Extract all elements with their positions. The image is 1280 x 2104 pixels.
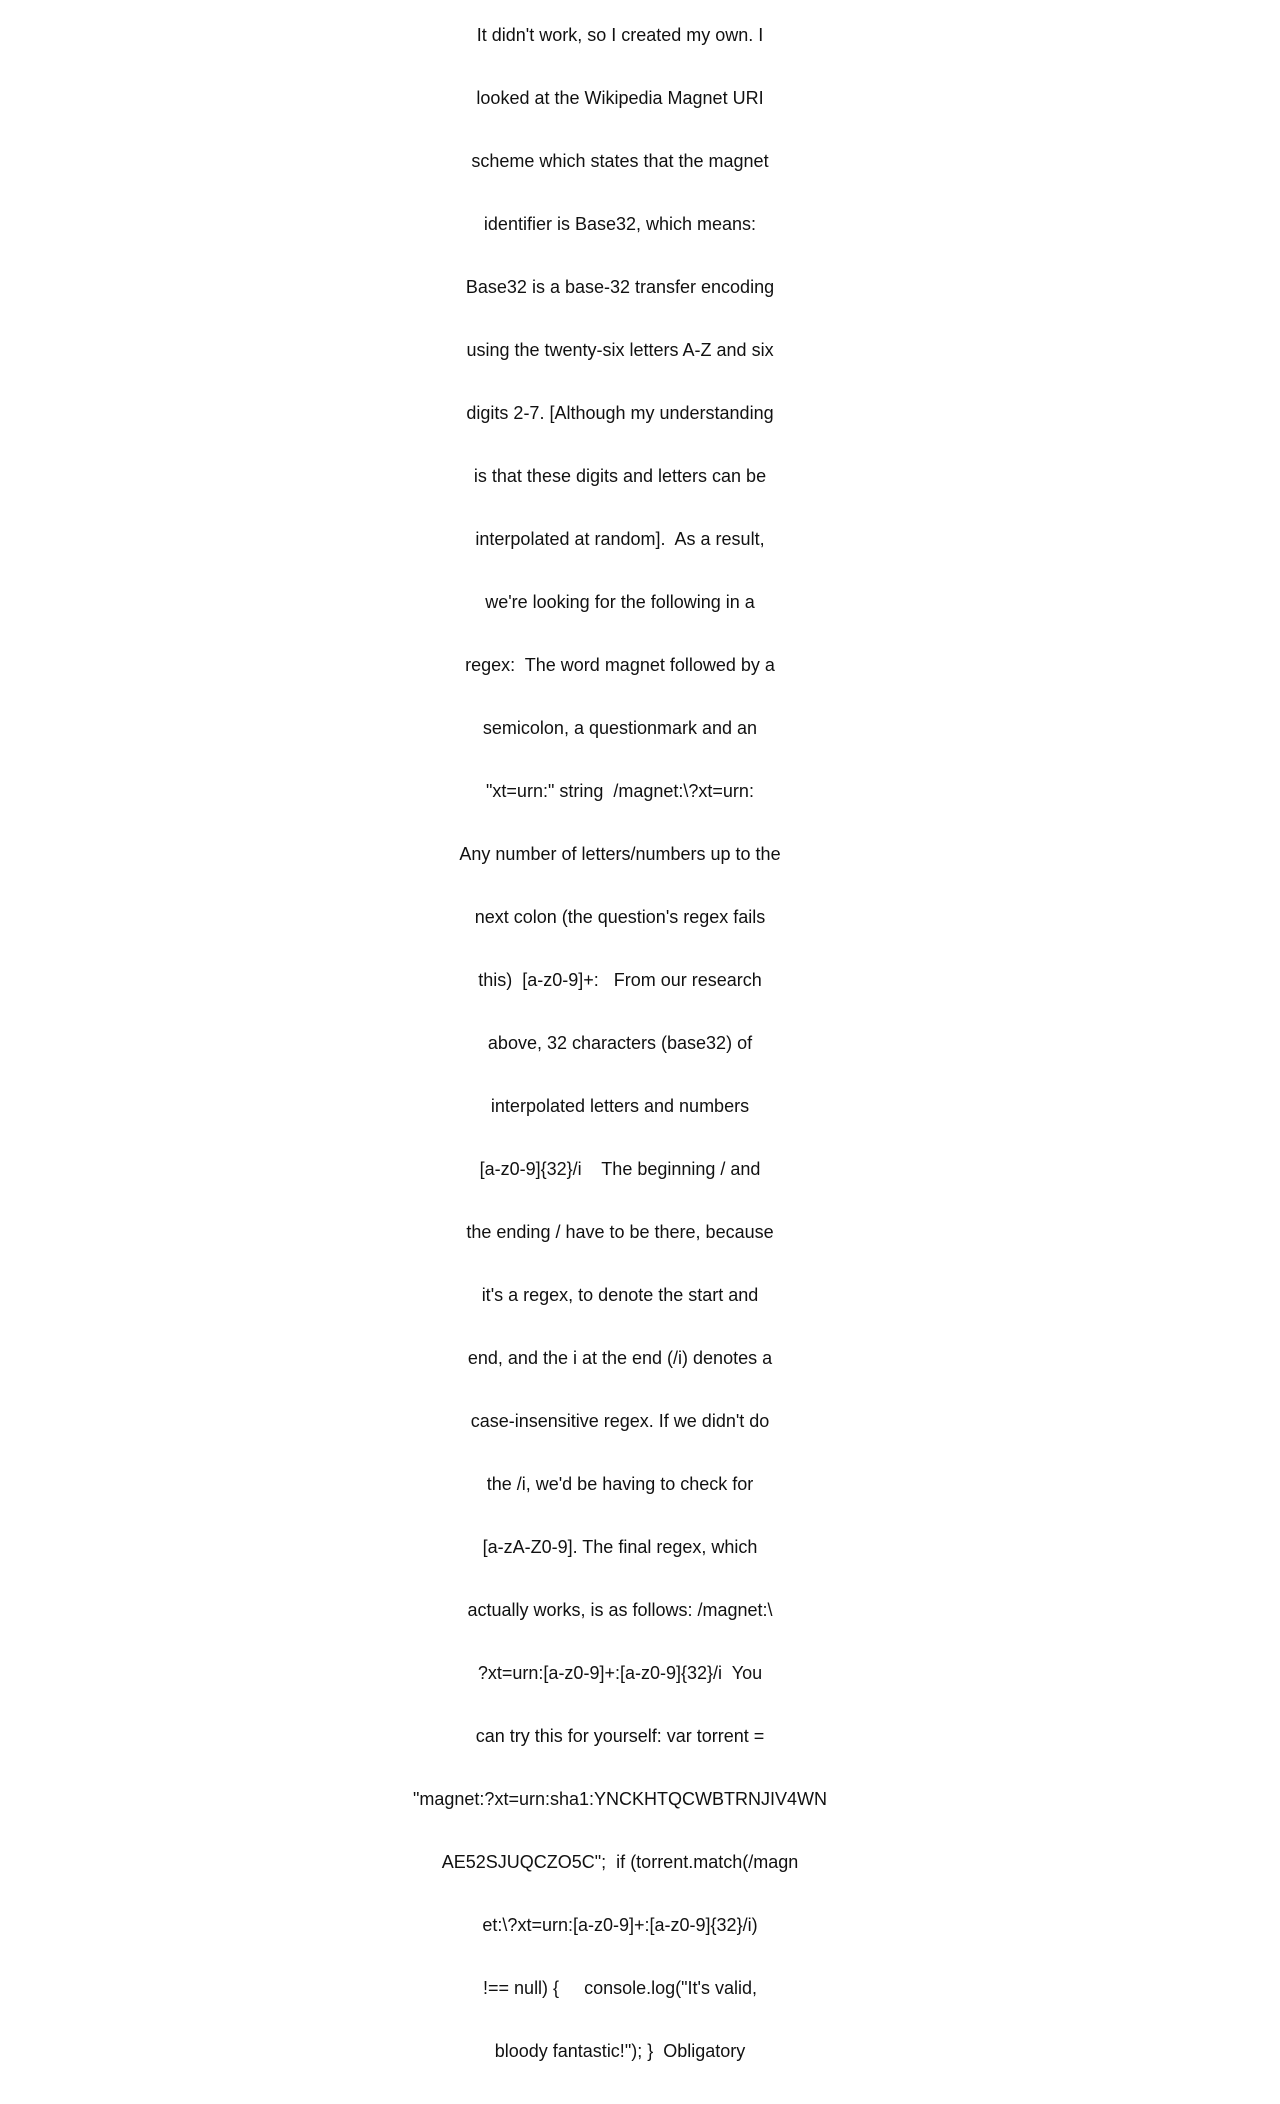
text-line: !== null) { console.log("It's valid, [483, 1978, 757, 1998]
text-line: "xt=urn:" string /magnet:\?xt=urn: [486, 781, 754, 801]
text-line: semicolon, a questionmark and an [482, 718, 758, 738]
text-line: is that these digits and letters can be [473, 466, 767, 486]
text-line: it's a regex, to denote the start and [481, 1285, 759, 1305]
text-line: the /i, we'd be having to check for [486, 1474, 754, 1494]
text-line: Base32 is a base-32 transfer encoding [465, 277, 775, 297]
text-line: et:\?xt=urn:[a-z0-9]+:[a-z0-9]{32}/i) [482, 1915, 758, 1935]
text-line: can try this for yourself: var torrent = [475, 1726, 765, 1746]
text-line: end, and the i at the end (/i) denotes a [467, 1348, 773, 1368]
text-line: digits 2-7. [Although my understanding [466, 403, 774, 423]
text-line: next colon (the question's regex fails [474, 907, 766, 927]
text-line: bloody fantastic!"); } Obligatory [494, 2041, 746, 2061]
text-line: this) [a-z0-9]+: From our research [478, 970, 762, 990]
text-line: case-insensitive regex. If we didn't do [470, 1411, 770, 1431]
text-line: [a-z0-9]{32}/i The beginning / and [479, 1159, 761, 1179]
text-line: the ending / have to be there, because [466, 1222, 774, 1242]
text-line: scheme which states that the magnet [471, 151, 769, 171]
text-line: interpolated at random]. As a result, [475, 529, 765, 549]
text-line: identifier is Base32, which means: [483, 214, 757, 234]
text-line: looked at the Wikipedia Magnet URI [476, 88, 764, 108]
text-line: It didn't work, so I created my own. I [476, 25, 764, 45]
text-line: "magnet:?xt=urn:sha1:YNCKHTQCWBTRNJIV4WN [413, 1789, 827, 1809]
text-line: [a-zA-Z0-9]. The final regex, which [482, 1537, 758, 1557]
text-line: above, 32 characters (base32) of [487, 1033, 753, 1053]
text-line: Any number of letters/numbers up to the [459, 844, 781, 864]
text-line: we're looking for the following in a [485, 592, 755, 612]
text-line: interpolated letters and numbers [490, 1096, 750, 1116]
text-line: actually works, is as follows: /magnet:\ [467, 1600, 773, 1620]
text-line: ?xt=urn:[a-z0-9]+:[a-z0-9]{32}/i You [477, 1663, 763, 1683]
text-line: using the twenty-six letters A-Z and six [466, 340, 774, 360]
text-line: regex: The word magnet followed by a [465, 655, 775, 675]
text-line: AE52SJUQCZO5C"; if (torrent.match(/magn [441, 1852, 799, 1872]
